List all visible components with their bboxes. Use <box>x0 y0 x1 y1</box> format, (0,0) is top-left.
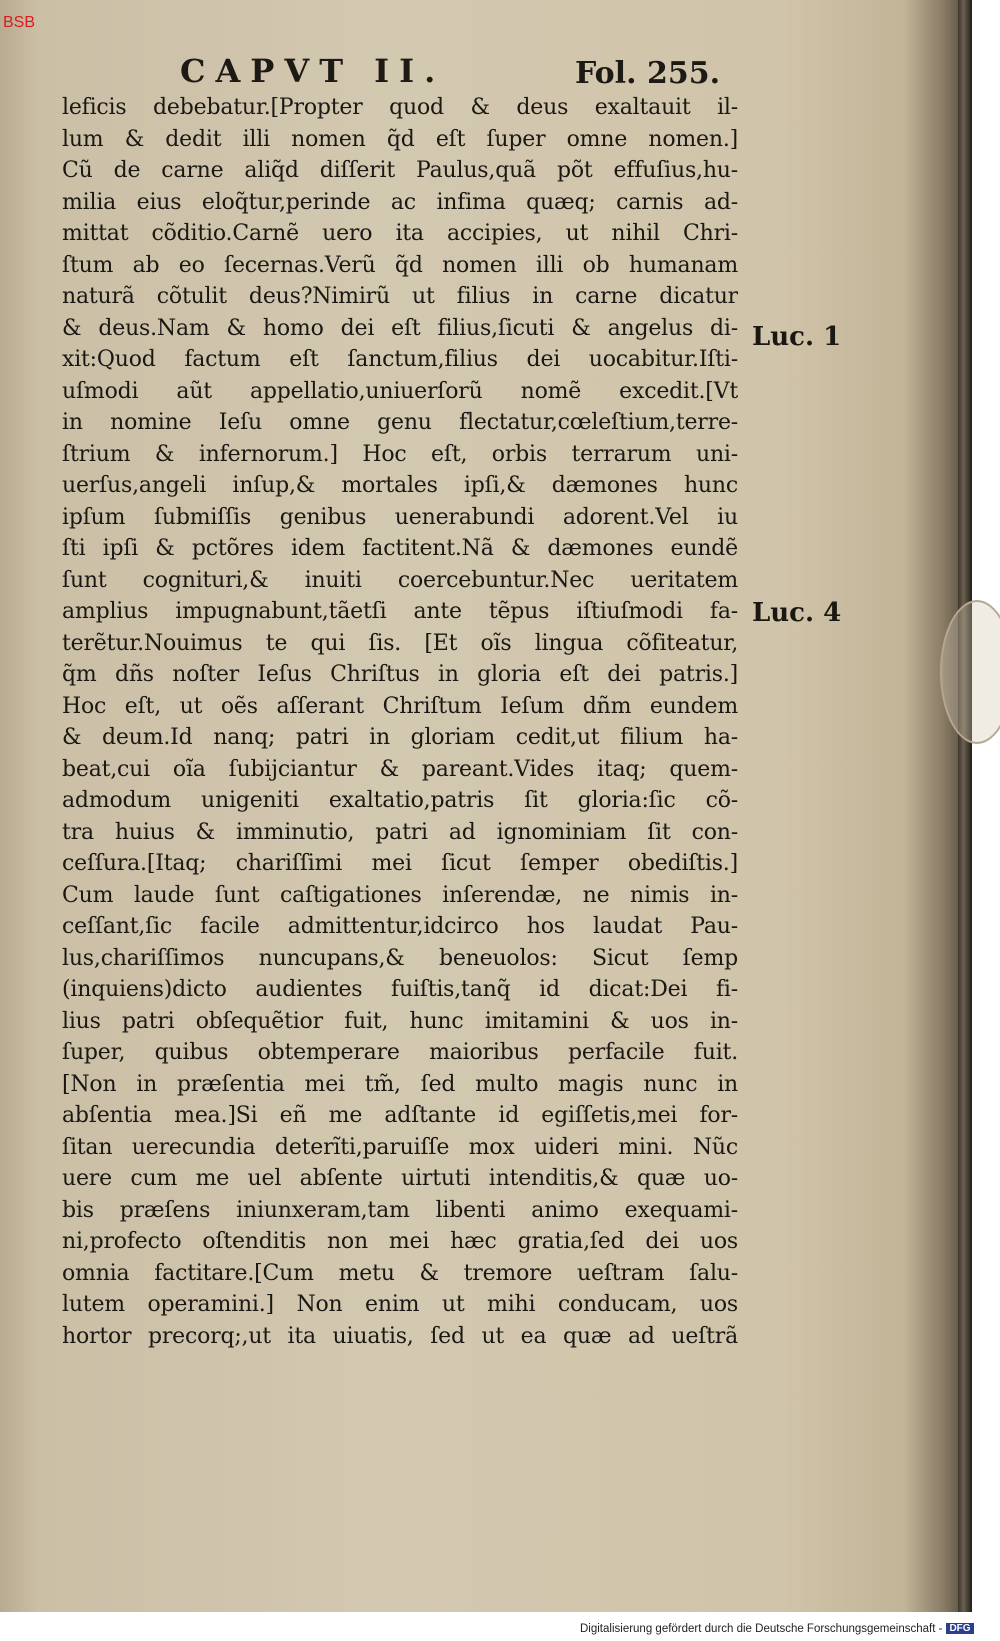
text-line: lius patri obſequẽtior fuit, hunc imitamini & uos in- <box>62 1008 738 1034</box>
text-line: Cum laude ſunt caſtigationes inſerendæ, ne nimis in- <box>62 882 738 908</box>
text-line: bis præſens iniunxeram,tam libenti animo exequami- <box>62 1197 738 1223</box>
text-line: & deus.Nam & homo dei eſt filius,ſicuti & angelus di- <box>62 315 738 341</box>
body-text <box>62 92 738 1352</box>
text-line: Hoc eſt, ut oẽs aſſerant Chriſtum Ieſum dñm eundem <box>62 693 738 719</box>
text-line: ſtrium & infernorum.] Hoc eſt, orbis terrarum uni- <box>62 441 738 467</box>
text-line: amplius impugnabunt,tãetſi ante tẽpus iſtiuſmodi fa- <box>62 599 738 624</box>
text-line: ſitan uerecundia deterĩti,paruiſſe mox uideri mini. Nũc <box>62 1134 738 1160</box>
text-line: mittat cõditio.Carnẽ uero ita accipies, ut nihil Chri- <box>62 221 738 246</box>
text-line: ſuper, quibus obtemperare maioribus perfacile fuit. <box>62 1040 738 1065</box>
margin-note-luc-4: Luc. 4 <box>752 598 842 628</box>
text-line: xit:Quod factum eſt ſanctum,filius dei uocabitur.Iſti- <box>62 347 738 372</box>
running-header <box>0 52 960 92</box>
text-line: milia eius eloq̃tur,perinde ac infima quæq; carnis ad- <box>62 189 738 215</box>
text-line: leficis debebatur.[Propter quod & deus exaltauit il- <box>62 95 738 120</box>
text-line: & deum.Id nanq; patri in gloriam cedit,ut filium ha- <box>62 725 738 750</box>
text-line: beat,cui oĩa ſubijciantur & pareant.Vides itaq; quem- <box>62 756 738 782</box>
text-line: uſmodi aũt appellatio,uniuerſorũ nomẽ excedit.[Vt <box>62 378 738 404</box>
text-line: in nomine Ieſu omne genu flectatur,cœleſtium,terre- <box>62 410 738 435</box>
footer-credit <box>580 1623 1000 1641</box>
text-line: lus,chariſſimos nuncupans,& beneuolos: Sicut ſemp <box>62 945 738 971</box>
text-line: uere cum me uel abſente uirtuti intenditis,& quæ uo- <box>62 1166 738 1191</box>
text-line: ſti ipſi & pctõres idem factitent.Nã & dæmones eundẽ <box>62 536 738 561</box>
text-line: naturã cõtulit deus?Nimirũ ut filius in carne dicatur <box>62 284 738 309</box>
text-line: (inquiens)dicto audientes fuiſtis,tanq̃ id dicat:Dei fi- <box>62 977 738 1002</box>
text-line: Cũ de carne aliq̃d diſſerit Paulus,quã põt effuſius,hu- <box>62 158 738 183</box>
text-line: ipſum ſubmiſſis genibus uenerabundi adorent.Vel iu <box>62 504 738 530</box>
text-line: tra huius & imminutio, patri ad ignominiam ſit con- <box>62 819 738 845</box>
chapter-heading: CAPVT II. <box>180 52 446 90</box>
text-line: ceſſura.[Itaq; chariſſimi mei ſicut ſemper obediſtis.] <box>62 851 738 876</box>
text-line: terẽtur.Nouimus te qui ſis. [Et oĩs lingua cõfiteatur, <box>62 630 738 656</box>
text-line: ſtum ab eo ſecernas.Verũ q̃d nomen illi ob humanam <box>62 252 738 278</box>
text-line: lutem operamini.] Non enim ut mihi conducam, uos <box>62 1292 738 1317</box>
text-line: ni,profecto oſtenditis non mei hæc gratia,ſed dei uos <box>62 1229 738 1254</box>
text-line: q̃m dñs noſter Ieſus Chriſtus in gloria eſt dei patris.] <box>62 662 738 687</box>
page-edge-shadow <box>958 0 972 1612</box>
text-line: ceſſant,ſic facile admittentur,idcirco hos laudat Pau- <box>62 914 738 939</box>
text-line: uerſus,angeli inſup,& mortales ipſi,& dæmones hunc <box>62 473 738 498</box>
library-watermark: BSB <box>3 14 36 31</box>
text-line: ſunt cognituri,& inuiti coercebuntur.Nec ueritatem <box>62 567 738 593</box>
footer-text: Digitalisierung gefördert durch die Deutsche Forschungsgemeinschaft - <box>580 1623 943 1635</box>
text-line: lum & dedit illi nomen q̃d eſt ſuper omne nomen.] <box>62 126 738 152</box>
dfg-logo: DFG <box>946 1623 973 1634</box>
text-line: hortor precorq;,ut ita uiuatis, ſed ut ea quæ ad ueſtrã <box>62 1323 738 1349</box>
text-line: omnia factitare.[Cum metu & tremore ueſtram ſalu- <box>62 1260 738 1286</box>
margin-note-luc-1: Luc. 1 <box>752 322 842 352</box>
text-line: [Non in præſentia mei tm̃, ſed multo magis nunc in <box>62 1071 738 1097</box>
text-line: abſentia mea.]Si eñ me adſtante id egiſſetis,mei for- <box>62 1103 738 1128</box>
folio-number: Fol. 255. <box>575 56 721 91</box>
text-line: admodum unigeniti exaltatio,patris ſit gloria:ſic cõ- <box>62 788 738 813</box>
